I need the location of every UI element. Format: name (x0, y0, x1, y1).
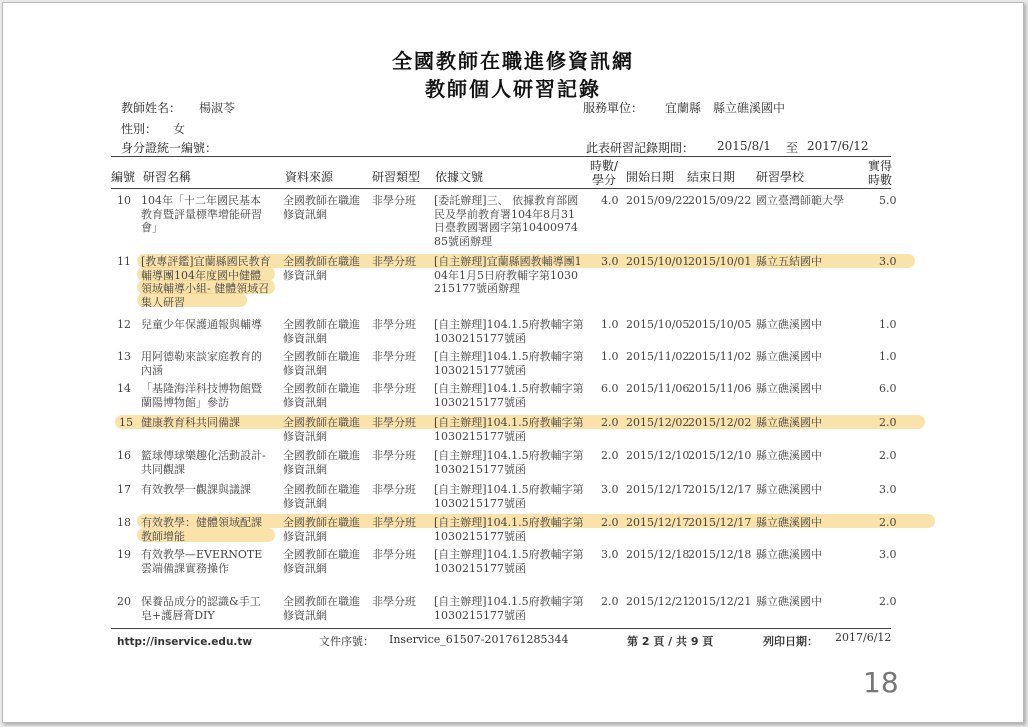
row-end: 2015/12/17 (688, 483, 752, 496)
row-end: 2015/12/17 (688, 516, 752, 529)
table-bottom-rule (111, 628, 891, 629)
row-doc: [自主辦理]104.1.5府教輔字第1030215177號函 (434, 483, 584, 510)
row-type: 非學分班 (372, 449, 416, 462)
col-header-type: 研習類型 (372, 170, 421, 184)
row-type: 非學分班 (372, 382, 416, 395)
gender-value: 女 (173, 122, 186, 136)
row-no: 15 (119, 416, 133, 429)
row-no: 14 (117, 382, 131, 395)
row-school: 縣立礁溪國中 (756, 595, 822, 608)
row-name: 有效教學—EVERNOTE雲端備課實務操作 (141, 548, 263, 575)
record-title: 教師個人研習記錄 (425, 77, 601, 101)
row-no: 10 (117, 194, 131, 207)
row-credits: 2.0 (601, 516, 619, 529)
record-period-start: 2015/8/1 (717, 139, 771, 153)
row-name: 「基隆海洋科技博物館暨蘭陽博物館」參訪 (141, 382, 262, 409)
row-start: 2015/12/02 (626, 416, 690, 429)
row-hours: 2.0 (879, 449, 897, 462)
row-hours: 3.0 (879, 548, 897, 561)
footer-print-label: 列印日期： (763, 635, 818, 648)
row-school: 縣立礁溪國中 (756, 350, 822, 363)
row-start: 2015/09/22 (626, 194, 690, 207)
row-name: 籃球傳球樂趣化活動設計-共同觀課 (141, 449, 266, 476)
col-header-school: 研習學校 (756, 170, 805, 184)
row-source: 全國教師在職進修資訊網 (283, 382, 360, 409)
row-name: 用阿德勒來談家庭教育的內涵 (141, 350, 262, 377)
record-period-label: 此表研習記錄期間： (586, 141, 695, 155)
row-start: 2015/11/06 (626, 382, 690, 395)
service-unit-value: 宜蘭縣 縣立礁溪國中 (665, 101, 786, 115)
row-no: 19 (117, 548, 131, 561)
row-hours: 6.0 (879, 382, 897, 395)
row-school: 縣立五結國中 (756, 255, 822, 268)
row-type: 非學分班 (372, 416, 416, 429)
row-hours: 2.0 (879, 416, 897, 429)
row-name: 兒童少年保護通報與輔導 (141, 318, 262, 331)
row-type: 非學分班 (372, 595, 416, 608)
row-credits: 3.0 (601, 548, 619, 561)
row-school: 縣立礁溪國中 (756, 449, 822, 462)
row-no: 16 (117, 449, 131, 462)
row-start: 2015/12/17 (626, 516, 690, 529)
col-header-name: 研習名稱 (143, 170, 192, 184)
record-period-end: 2017/6/12 (807, 139, 869, 153)
row-doc: [委託辦理]三、 依據教育部國民及學前教育署104年8月31日臺教國署國字第1040097485號函辦理 (434, 194, 579, 248)
row-source: 全國教師在職進修資訊網 (283, 595, 360, 622)
row-doc: [自主辦理]104.1.5府教輔字第1030215177號函 (434, 416, 584, 443)
row-doc: [自主辦理]104.1.5府教輔字第1030215177號函 (434, 548, 584, 575)
row-type: 非學分班 (372, 483, 416, 496)
row-source: 全國教師在職進修資訊網 (283, 194, 360, 221)
row-source: 全國教師在職進修資訊網 (283, 255, 360, 282)
row-credits: 2.0 (601, 416, 619, 429)
row-school: 縣立礁溪國中 (756, 548, 822, 561)
row-credits: 2.0 (601, 449, 619, 462)
row-name: 保養品成分的認識&手工皂+護唇膏DIY (141, 595, 261, 622)
footer-page-number: 第 2 頁 / 共 9 頁 (627, 635, 714, 648)
row-end: 2015/10/05 (688, 318, 752, 331)
row-end: 2015/09/22 (688, 194, 752, 207)
row-no: 17 (117, 483, 131, 496)
footer-serial-label: 文件序號： (319, 635, 374, 648)
row-type: 非學分班 (372, 194, 416, 207)
row-name: 有效教學：健體領域配課教師增能 (141, 516, 262, 543)
document-page (2, 2, 1024, 723)
gender-label: 性別： (121, 122, 158, 136)
footer-url: http://inservice.edu.tw (117, 636, 253, 648)
row-doc: [自主辦理]104.1.5府教輔字第1030215177號函 (434, 516, 584, 543)
row-doc: [自主辦理]104.1.5府教輔字第1030215177號函 (434, 382, 584, 409)
teacher-name-label: 教師姓名： (121, 101, 182, 115)
row-type: 非學分班 (372, 318, 416, 331)
row-start: 2015/10/01 (626, 255, 690, 268)
row-hours: 2.0 (879, 516, 897, 529)
col-header-source: 資料來源 (285, 170, 334, 184)
row-school: 縣立礁溪國中 (756, 318, 822, 331)
row-source: 全國教師在職進修資訊網 (283, 350, 360, 377)
row-source: 全國教師在職進修資訊網 (283, 449, 360, 476)
row-credits: 3.0 (601, 483, 619, 496)
row-school: 縣立礁溪國中 (756, 483, 822, 496)
footer-print-date: 2017/6/12 (835, 631, 892, 644)
row-hours: 1.0 (879, 350, 897, 363)
row-doc: [自主辦理]104.1.5府教輔字第1030215177號函 (434, 350, 584, 377)
row-doc: [自主辦理]104.1.5府教輔字第1030215177號函 (434, 449, 584, 476)
row-end: 2015/12/21 (688, 595, 752, 608)
row-type: 非學分班 (372, 516, 416, 529)
row-start: 2015/12/21 (626, 595, 690, 608)
row-school: 縣立礁溪國中 (756, 416, 822, 429)
site-title: 全國教師在職進修資訊網 (392, 49, 634, 73)
header-bottom-rule (111, 188, 891, 189)
row-start: 2015/11/02 (626, 350, 690, 363)
row-source: 全國教師在職進修資訊網 (283, 516, 360, 543)
row-type: 非學分班 (372, 255, 416, 268)
row-hours: 2.0 (879, 595, 897, 608)
row-school: 縣立礁溪國中 (756, 516, 822, 529)
footer-serial-value: Inservice_61507-201761285344 (389, 633, 569, 646)
row-source: 全國教師在職進修資訊網 (283, 548, 360, 575)
row-hours: 1.0 (879, 318, 897, 331)
row-type: 非學分班 (372, 350, 416, 363)
row-no: 18 (117, 516, 131, 529)
row-doc: [自主辦理]104.1.5府教輔字第1030215177號函 (434, 595, 584, 622)
row-source: 全國教師在職進修資訊網 (283, 483, 360, 510)
row-credits: 6.0 (601, 382, 619, 395)
row-source: 全國教師在職進修資訊網 (283, 416, 360, 443)
row-hours: 3.0 (879, 255, 897, 268)
row-start: 2015/12/10 (626, 449, 690, 462)
row-name: [教專評鑑]宜蘭縣國民教育輔導團104年度國中健體領域輔導小組- 健體領域召集人研習 (141, 255, 271, 309)
row-end: 2015/12/02 (688, 416, 752, 429)
row-start: 2015/10/05 (626, 318, 690, 331)
col-header-hours: 實得時數 (867, 159, 892, 187)
row-end: 2015/11/06 (688, 382, 752, 395)
row-name: 104年「十二年國民基本教育暨評量標準增能研習會」 (141, 194, 262, 234)
row-doc: [自主辦理]宜蘭縣國教輔導團104年1月5日府教輔字第1030215177號函辦理 (434, 255, 582, 295)
row-end: 2015/10/01 (688, 255, 752, 268)
row-hours: 3.0 (879, 483, 897, 496)
id-number-label: 身分證統一編號： (121, 141, 218, 155)
row-credits: 4.0 (601, 194, 619, 207)
service-unit-label: 服務單位： (583, 101, 644, 115)
row-source: 全國教師在職進修資訊網 (283, 318, 360, 345)
row-credits: 3.0 (601, 255, 619, 268)
row-name: 有效教學一觀課與議課 (141, 483, 251, 496)
row-school: 國立臺灣師範大學 (756, 194, 844, 207)
row-name: 健康教育科共同備課 (141, 416, 240, 429)
row-school: 縣立礁溪國中 (756, 382, 822, 395)
handwritten-page-number: 18 (863, 666, 899, 699)
row-no: 11 (117, 255, 131, 268)
row-credits: 1.0 (601, 318, 619, 331)
row-start: 2015/12/17 (626, 483, 690, 496)
row-doc: [自主辦理]104.1.5府教輔字第1030215177號函 (434, 318, 584, 345)
row-start: 2015/12/18 (626, 548, 690, 561)
row-type: 非學分班 (372, 548, 416, 561)
col-header-start: 開始日期 (626, 170, 675, 184)
col-header-end: 結束日期 (687, 170, 736, 184)
row-hours: 5.0 (879, 194, 897, 207)
col-header-doc: 依據文號 (435, 170, 484, 184)
row-credits: 2.0 (601, 595, 619, 608)
row-end: 2015/11/02 (688, 350, 752, 363)
row-no: 13 (117, 350, 131, 363)
record-period-to: 至 (786, 141, 799, 155)
row-credits: 1.0 (601, 350, 619, 363)
col-header-no: 編號 (111, 170, 136, 184)
row-no: 20 (117, 595, 131, 608)
row-no: 12 (117, 318, 131, 331)
table-top-rule (111, 156, 891, 157)
row-end: 2015/12/10 (688, 449, 752, 462)
teacher-name-value: 楊淑苓 (199, 101, 236, 115)
row-end: 2015/12/18 (688, 548, 752, 561)
col-header-credits: 時數/學分 (589, 159, 619, 187)
